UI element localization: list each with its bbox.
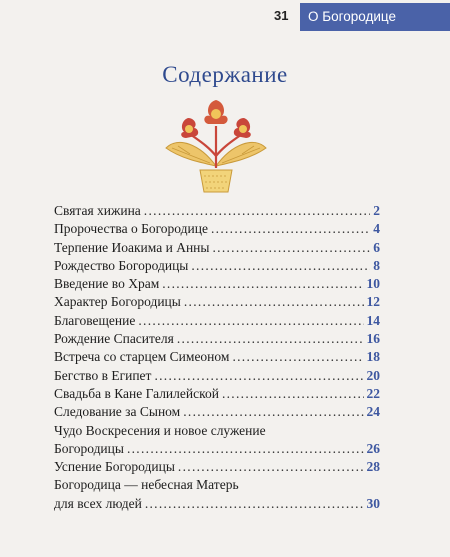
dot-leader [183, 404, 363, 420]
toc-entry [54, 203, 380, 221]
dot-leader [178, 459, 364, 475]
toc-entry-title: Пророчества о Богородице [54, 221, 208, 237]
toc-entry-page: 24 [366, 404, 380, 420]
toc-entry-title: Успение Богородицы [54, 459, 175, 475]
toc-entry-title: Святая хижина [54, 203, 141, 218]
toc-entry-page: 22 [366, 385, 380, 401]
toc-entry-title: Богородицы [54, 440, 124, 456]
toc-entry [54, 331, 380, 349]
toc-entry-title: Характер Богородицы [54, 294, 181, 310]
dot-leader [138, 313, 363, 329]
dot-leader [144, 203, 370, 219]
toc-entry [54, 423, 380, 441]
toc-entry [54, 349, 380, 367]
toc-entry [54, 240, 380, 258]
toc-entry-page: 28 [366, 459, 380, 475]
toc-entry-title: Встреча со старцем Симеоном [54, 349, 230, 365]
toc-entry-title: Свадьба в Кане Галилейской [54, 385, 219, 401]
toc-entry-page: 18 [366, 349, 380, 365]
section-tab: О Богородице [300, 3, 450, 31]
dot-leader [211, 221, 370, 237]
toc-entry [54, 258, 380, 276]
dot-leader [177, 331, 364, 347]
toc-entry-title: Чудо Воскресения и новое служение [54, 422, 266, 438]
toc-entry [54, 459, 380, 477]
toc-entry-page: 14 [366, 312, 380, 328]
dot-leader [162, 276, 363, 292]
toc-entry [54, 404, 380, 422]
toc-entry [54, 441, 380, 459]
toc-entry-page: 8 [373, 257, 380, 273]
toc-entry [54, 313, 380, 331]
dot-leader [154, 368, 363, 384]
toc-entry-title: Введение во Храм [54, 276, 160, 292]
toc-entry-page: 12 [366, 294, 380, 310]
toc-entry [54, 477, 380, 495]
toc-entry-title: Терпение Иоакима и Анны [54, 239, 210, 255]
table-of-contents [54, 203, 380, 514]
running-header [0, 0, 450, 34]
dot-leader [127, 441, 364, 457]
toc-entry [54, 496, 380, 514]
toc-entry-page: 30 [366, 495, 380, 511]
toc-entry [54, 221, 380, 239]
dot-leader [145, 496, 364, 512]
dot-leader [212, 240, 370, 256]
dot-leader [232, 349, 363, 365]
toc-entry [54, 386, 380, 404]
page-title: Содержание [162, 62, 288, 87]
toc-entry-page: 6 [373, 239, 380, 255]
toc-entry-page: 4 [373, 221, 380, 237]
toc-entry-page: 16 [366, 331, 380, 347]
toc-entry-page: 10 [366, 276, 380, 292]
dot-leader [222, 386, 364, 402]
toc-entry-title: Благовещение [54, 312, 136, 328]
toc-entry [54, 368, 380, 386]
toc-entry-title: Бегство в Египет [54, 367, 152, 383]
dot-leader [184, 294, 364, 310]
toc-entry-title: Следование за Сыном [54, 404, 181, 420]
toc-entry-title: Рождение Спасителя [54, 331, 174, 347]
toc-entry-title: для всех людей [54, 495, 142, 511]
toc-entry-title: Рождество Богородицы [54, 257, 189, 273]
toc-entry [54, 276, 380, 294]
toc-entry [54, 294, 380, 312]
toc-entry-page: 20 [366, 367, 380, 383]
toc-entry-title: Богородица — небесная Матерь [54, 477, 239, 493]
toc-entry-page: 2 [373, 203, 380, 218]
floral-ornament-icon [160, 96, 272, 200]
toc-entry-page: 26 [366, 440, 380, 456]
dot-leader [191, 258, 370, 274]
page-number: 31 [274, 8, 289, 23]
